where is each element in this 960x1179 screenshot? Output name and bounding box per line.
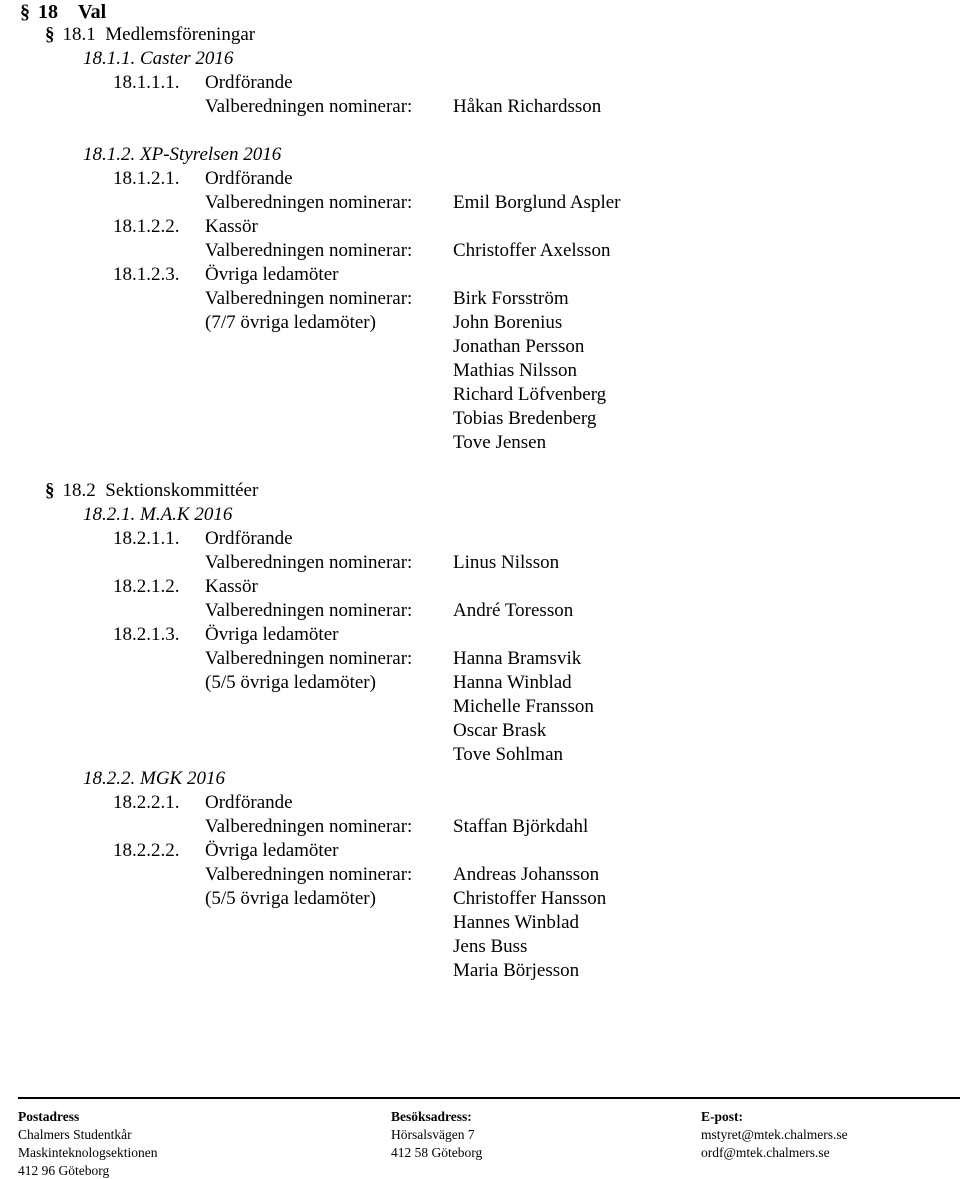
nominee-name: Jonathan Persson [453,336,585,357]
nominee-name: Hannes Winblad [453,912,580,933]
nominee-name: Mathias Nilsson [453,360,578,381]
role-label: Övriga ledamöter [205,264,339,285]
section-sign-icon: § [45,24,55,45]
nominates-label: Valberedningen nominerar: [205,96,413,117]
section-sign-icon: § [45,480,55,501]
item-number: 18.1.2.3. [113,264,180,285]
section-sign-icon: § [20,1,30,23]
nominee-name: Håkan Richardsson [453,96,602,117]
nominates-label: Valberedningen nominerar: [205,864,413,885]
item-number: 18.1.2.1. [113,168,180,189]
nominee-name: Andreas Johansson [453,864,600,885]
nominates-label: Valberedningen nominerar: [205,240,413,261]
footer-email-link[interactable]: mstyret@mtek.chalmers.se [701,1127,848,1142]
nominee-name: Maria Börjesson [453,960,580,981]
committee-heading: 18.2.2. MGK 2016 [83,768,225,789]
section-heading: § 18 Val [20,1,107,23]
subsection-heading: § 18.1 Medlemsföreningar [45,24,256,45]
item-number: 18.2.1.1. [113,528,180,549]
footer-visit-heading: Besöksadress: [391,1109,472,1124]
committee-heading: 18.1.2. XP-Styrelsen 2016 [83,144,282,165]
nominates-label: Valberedningen nominerar: [205,648,413,669]
footer-postal-line: 412 96 Göteborg [18,1163,110,1178]
role-label: Övriga ledamöter [205,840,339,861]
item-number: 18.2.2.2. [113,840,180,861]
footer-email-heading: E-post: [701,1109,744,1124]
nominee-name: Hanna Winblad [453,672,572,693]
nominee-name: Hanna Bramsvik [453,648,582,669]
item-number: 18.2.1.2. [113,576,180,597]
nominee-name: Richard Löfvenberg [453,384,607,405]
nominee-name: Oscar Brask [453,720,547,741]
nominee-name: Emil Borglund Aspler [453,192,621,213]
nominates-label: Valberedningen nominerar: [205,288,413,309]
nominee-name: Staffan Björkdahl [453,816,589,837]
role-label: Ordförande [205,168,293,189]
nominee-name: Tove Jensen [453,432,547,453]
role-label: Övriga ledamöter [205,624,339,645]
footer-divider [18,1097,960,1099]
nominates-label: Valberedningen nominerar: [205,816,413,837]
nominee-name: Tobias Bredenberg [453,408,597,429]
committee-heading: 18.2.1. M.A.K 2016 [83,504,233,525]
nominee-name: Christoffer Hansson [453,888,607,909]
nominee-name: Birk Forsström [453,288,569,309]
member-count: (5/5 övriga ledamöter) [205,672,376,693]
nominee-name: Jens Buss [453,936,528,957]
subsection-heading: § 18.2 Sektionskommittéer [45,480,259,501]
nominee-name: Linus Nilsson [453,552,560,573]
role-label: Ordförande [205,72,293,93]
footer-visit-line: 412 58 Göteborg [391,1145,483,1160]
footer-email-link[interactable]: ordf@mtek.chalmers.se [701,1145,830,1160]
nominates-label: Valberedningen nominerar: [205,552,413,573]
nominates-label: Valberedningen nominerar: [205,192,413,213]
role-label: Ordförande [205,528,293,549]
item-number: 18.2.2.1. [113,792,180,813]
nominee-name: Christoffer Axelsson [453,240,611,261]
nominee-name: Tove Sohlman [453,744,564,765]
footer-postal-heading: Postadress [18,1109,80,1124]
item-number: 18.2.1.3. [113,624,180,645]
footer-visit-line: Hörsalsvägen 7 [391,1127,475,1142]
role-label: Kassör [205,216,258,237]
nominee-name: John Borenius [453,312,563,333]
footer-postal-line: Maskinteknologsektionen [18,1145,158,1160]
role-label: Ordförande [205,792,293,813]
footer-postal-line: Chalmers Studentkår [18,1127,132,1142]
nominates-label: Valberedningen nominerar: [205,600,413,621]
committee-heading: 18.1.1. Caster 2016 [83,48,234,69]
role-label: Kassör [205,576,258,597]
member-count: (7/7 övriga ledamöter) [205,312,376,333]
nominee-name: Michelle Fransson [453,696,594,717]
item-number: 18.1.1.1. [113,72,180,93]
nominee-name: André Toresson [453,600,574,621]
item-number: 18.1.2.2. [113,216,180,237]
member-count: (5/5 övriga ledamöter) [205,888,376,909]
